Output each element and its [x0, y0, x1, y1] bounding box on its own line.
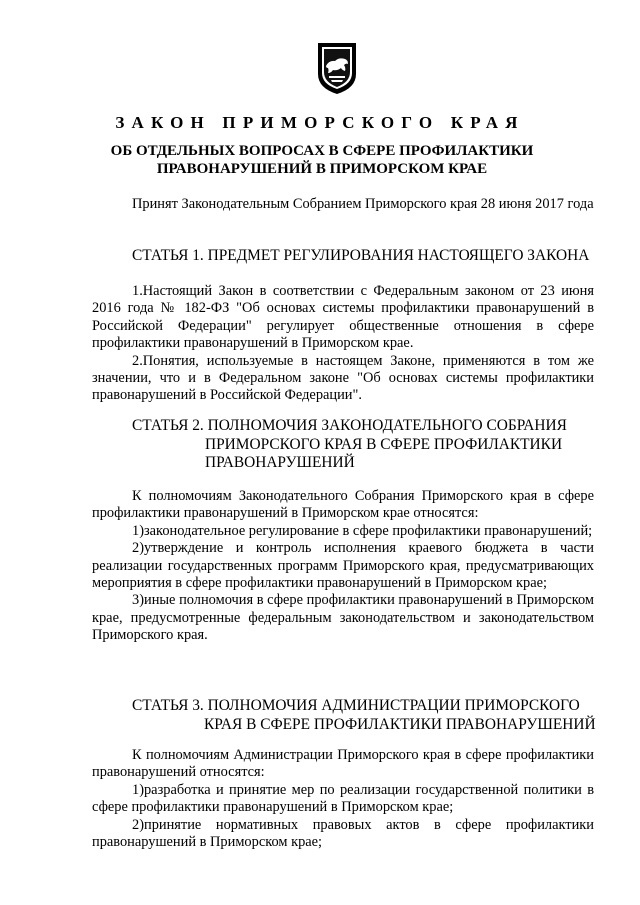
- article-2-heading: [92, 417, 594, 473]
- article-2-heading-line: ПРИМОРСКОГО КРАЯ В СФЕРЕ ПРОФИЛАКТИКИ: [205, 435, 563, 453]
- law-title: ЗАКОН ПРИМОРСКОГО КРАЯ: [115, 113, 525, 132]
- law-subtitle-line: ПРАВОНАРУШЕНИЙ В ПРИМОРСКОМ КРАЕ: [156, 161, 488, 177]
- coat-of-arms-icon: [315, 40, 359, 96]
- article-3-body: [92, 747, 594, 851]
- article-3-item-2: 2)принятие нормативных правовых актов в сфере профилактики правонарушений в Приморском крае;: [92, 816, 594, 851]
- article-2-intro: К полномочиям Законодательного Собрания Приморского края в сфере профилактики правонарушений в Приморском крае относятся:: [92, 488, 594, 522]
- article-3-item-1: 1)разработка и принятие мер по реализации государственной политики в сфере профилактики правонарушений в Приморском крае;: [92, 781, 594, 816]
- article-2-item-2: 2)утверждение и контроль исполнения краевого бюджета в части реализации государственных программ Приморского края, предусматривающих мероприятия в сфере профилактики правонарушений в Приморском крае;: [92, 540, 594, 592]
- article-2-heading-line: СТАТЬЯ 2. ПОЛНОМОЧИЯ ЗАКОНОДАТЕЛЬНОГО СОБРАНИЯ: [132, 417, 567, 434]
- article-3-intro: К полномочиям Администрации Приморского края в сфере профилактики правонарушений относятся:: [92, 747, 594, 781]
- article-2-item-1: 1)законодательное регулирование в сфере профилактики правонарушений;: [132, 522, 593, 539]
- article-1-paragraph-1: 1.Настоящий Закон в соответствии с Федеральным законом от 23 июня 2016 года № 182-ФЗ "Об основах системы профилактики правонарушений в Российской Федерации" регулирует общественные отношения в сфере профилактики правонарушений в Приморском крае.: [92, 283, 594, 352]
- article-1-body: [92, 283, 594, 405]
- article-2-heading-line: ПРАВОНАРУШЕНИЙ: [205, 454, 355, 471]
- article-3-heading: [92, 697, 594, 734]
- article-2-body: [92, 488, 594, 645]
- law-subtitle-line: ОБ ОТДЕЛЬНЫХ ВОПРОСАХ В СФЕРЕ ПРОФИЛАКТИКИ: [110, 143, 534, 159]
- article-1-paragraph-2: 2.Понятия, используемые в настоящем Законе, применяются в том же значении, что и в Федеральном законе "Об основах системы профилактики правонарушений в Российской Федерации".: [92, 352, 594, 404]
- adoption-note: Принят Законодательным Собранием Приморского края 28 июня 2017 года: [132, 196, 594, 212]
- law-subtitle: [60, 142, 584, 178]
- article-3-heading-line: СТАТЬЯ 3. ПОЛНОМОЧИЯ АДМИНИСТРАЦИИ ПРИМОРСКОГО: [132, 697, 580, 714]
- article-3-heading-line: КРАЯ В СФЕРЕ ПРОФИЛАКТИКИ ПРАВОНАРУШЕНИЙ: [204, 715, 596, 733]
- article-2-item-3: 3)иные полномочия в сфере профилактики правонарушений в Приморском крае, предусмотренные федеральным законодательством и законодательством Приморского края.: [92, 592, 594, 644]
- article-1-heading: СТАТЬЯ 1. ПРЕДМЕТ РЕГУЛИРОВАНИЯ НАСТОЯЩЕГО ЗАКОНА: [132, 247, 590, 264]
